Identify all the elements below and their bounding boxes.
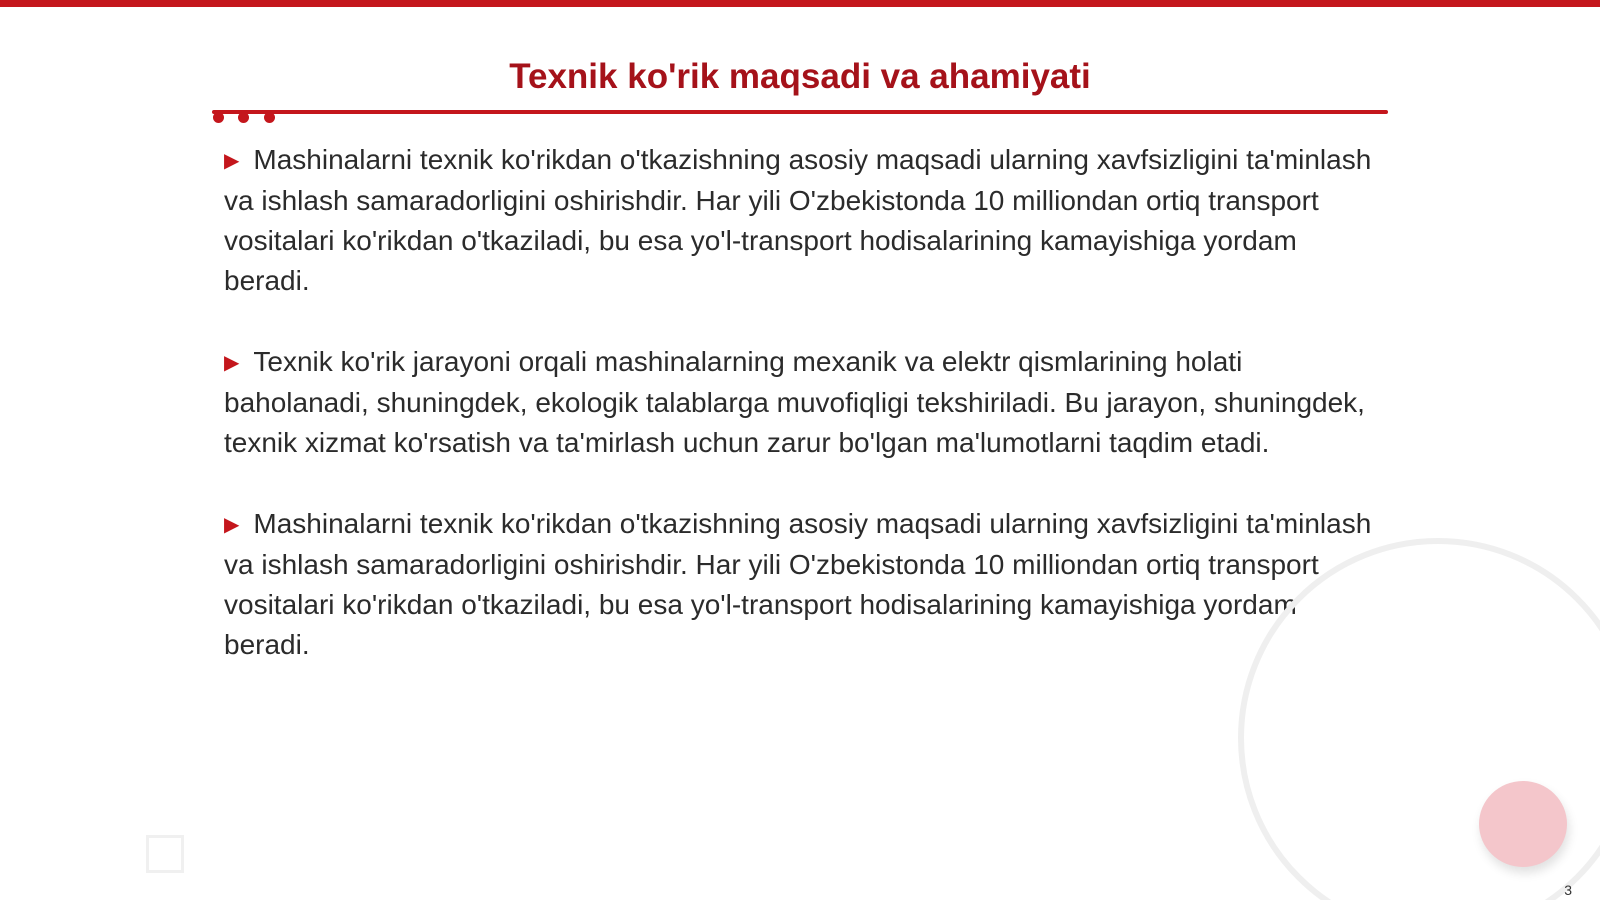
underline-dot (213, 112, 224, 123)
underline-dot (264, 112, 275, 123)
slide-title: Texnik ko'rik maqsadi va ahamiyati (509, 57, 1091, 96)
paragraph-text: Mashinalarni texnik ko'rikdan o'tkazishning asosiy maqsadi ularning xavfsizligini ta'minlash va ishlash samaradorligini oshirishdir. Har yili O'zbekistonda 10 milliondan ortiq transport vositalari ko'rikdan o'tkaziladi, bu esa yo'l-transport hodisalarining kamayishiga yordam beradi. (224, 508, 1372, 660)
decorative-square (146, 835, 184, 873)
bullet-list (224, 140, 1374, 706)
paragraph-text: Texnik ko'rik jarayoni orqali mashinalarning mexanik va elektr qismlarining holati baholanadi, shuningdek, ekologik talablarga muvofiqligi tekshiriladi. Bu jarayon, shuningdek, texnik xizmat ko'rsatish va ta'mirlash uchun zarur bo'lgan ma'lumotlarni taqdim etadi. (224, 346, 1365, 458)
underline-dot (238, 112, 249, 123)
bullet-paragraph (224, 504, 1374, 665)
bullet-paragraph (224, 140, 1374, 301)
bullet-paragraph (224, 342, 1374, 463)
triangle-right-icon: ▶ (224, 150, 240, 172)
triangle-right-icon: ▶ (224, 352, 240, 374)
decorative-circle (1479, 781, 1567, 867)
page-number: 3 (1564, 882, 1572, 898)
top-accent-bar (0, 0, 1600, 7)
triangle-right-icon: ▶ (224, 514, 240, 536)
paragraph-text: Mashinalarni texnik ko'rikdan o'tkazishning asosiy maqsadi ularning xavfsizligini ta'minlash va ishlash samaradorligini oshirishdir. Har yili O'zbekistonda 10 milliondan ortiq transport vositalari ko'rikdan o'tkaziladi, bu esa yo'l-transport hodisalarining kamayishiga yordam beradi. (224, 144, 1372, 296)
title-underline (212, 110, 1388, 114)
